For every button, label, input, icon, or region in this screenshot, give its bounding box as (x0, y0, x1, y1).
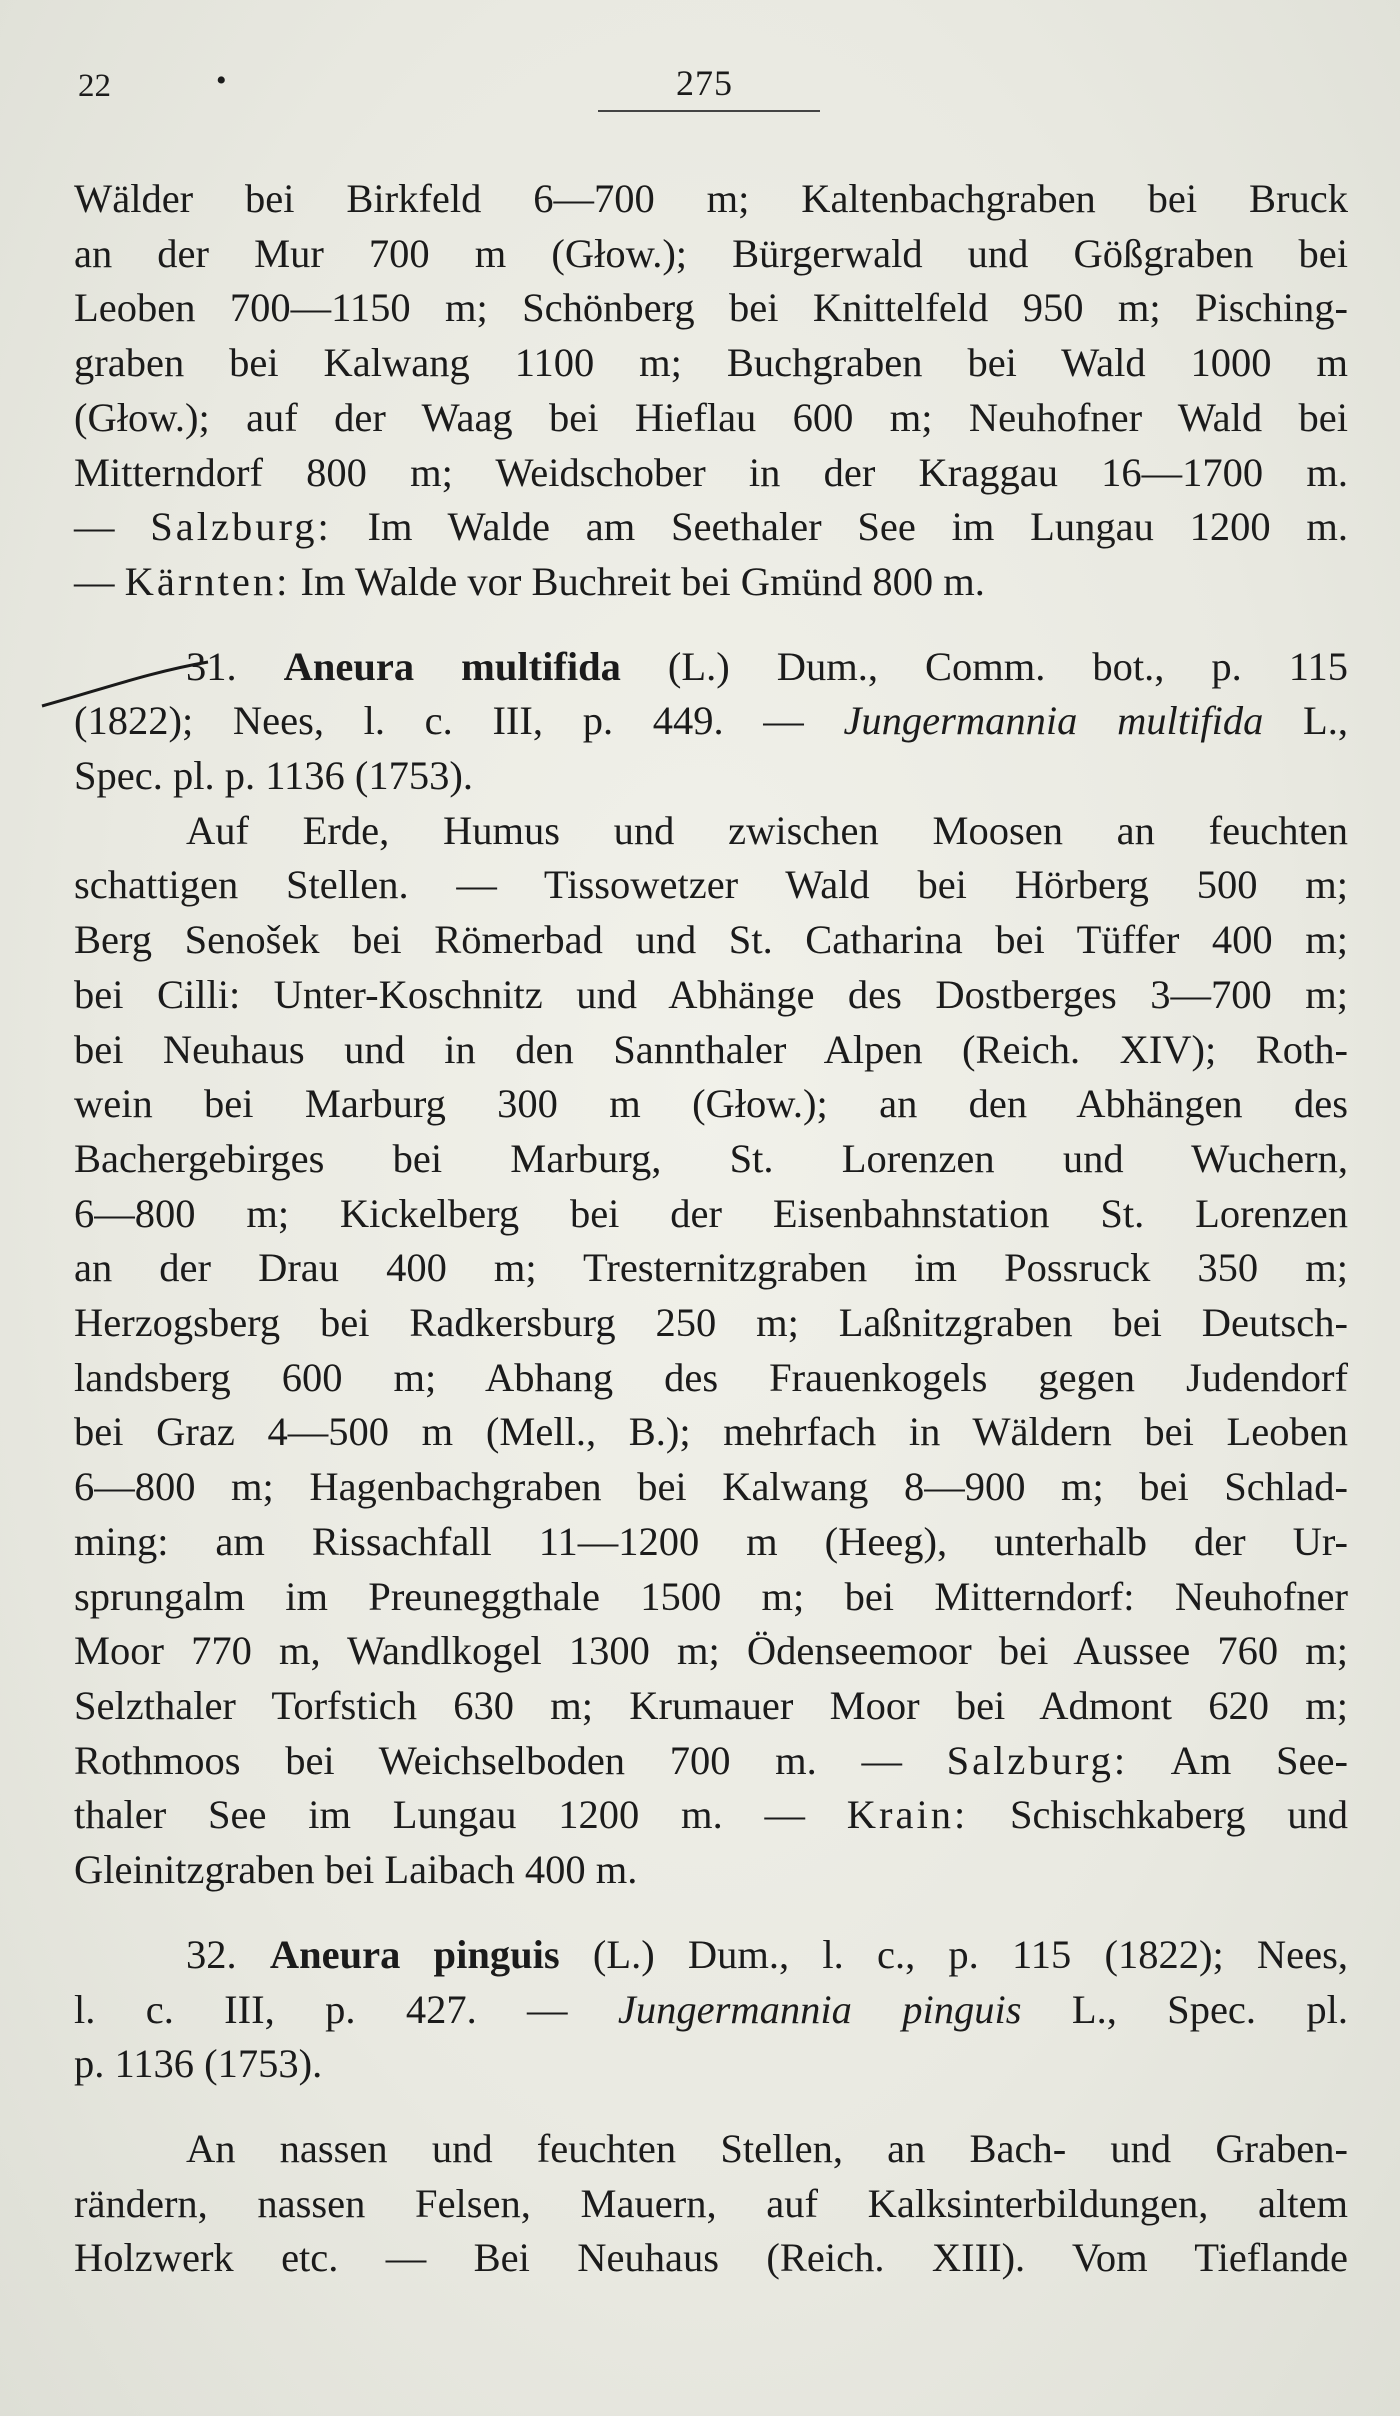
text-line: Gleinitzgraben bei Laibach 400 m. (74, 1847, 638, 1893)
text-line: schattigen Stellen. — Tissowetzer Wald bei Hörberg 500 m; (74, 862, 1348, 908)
paragraph-gap (74, 610, 1348, 640)
text-span: Schischkaberg und (968, 1792, 1348, 1838)
text-line: bei Graz 4—500 m (Mell., B.); mehrfach in Wäldern bei Leoben (74, 1409, 1348, 1455)
species-name: Aneura pinguis (269, 1931, 560, 1977)
text-line: An nassen und feuchten Stellen, an Bach- und Graben- (186, 2125, 1348, 2171)
text-line (74, 1734, 1348, 1789)
habitat-paragraph (74, 804, 1348, 1898)
text-span: L., (1263, 698, 1348, 744)
text-line: an der Mur 700 m (Głow.); Bürgerwald und Gößgraben bei (74, 230, 1348, 276)
text-line: p. 1136 (1753). (74, 2041, 323, 2087)
text-line (74, 1788, 1348, 1843)
region-name: Salzburg: (946, 1737, 1129, 1783)
text-span: thaler See im Lungau 1200 m. — (74, 1792, 847, 1838)
text-line (74, 1928, 1348, 1983)
text-line: 6—800 m; Hagenbachgraben bei Kalwang 8—900 m; bei Schlad- (74, 1464, 1348, 1510)
text-line (74, 1983, 1348, 2038)
text-line: (Głow.); auf der Waag bei Hieflau 600 m; Neuhofner Wald bei (74, 394, 1348, 440)
text-span: Am See- (1128, 1737, 1348, 1783)
text-line: Holzwerk etc. — Bei Neuhaus (Reich. XIII). Vom Tieflande (74, 2235, 1348, 2281)
page-number-rule (598, 110, 820, 112)
text-line: an der Drau 400 m; Tresternitzgraben im Possruck 350 m; (74, 1245, 1348, 1291)
text-span: L., Spec. pl. (1021, 1986, 1348, 2032)
dash: — (74, 504, 151, 550)
text-span: Rothmoos bei Weichselboden 700 m. — (74, 1737, 947, 1783)
text-span: (1822); Nees, l. c. III, p. 449. — (74, 698, 844, 744)
text-span: l. c. III, p. 427. — (74, 1986, 618, 2032)
habitat-paragraph (74, 2122, 1348, 2286)
paragraph-gap (74, 2092, 1348, 2122)
signature-mark: 22 (78, 68, 111, 104)
text-line: Moor 770 m, Wandlkogel 1300 m; Ödenseemoor bei Aussee 760 m; (74, 1628, 1348, 1674)
text-line: Herzogsberg bei Radkersburg 250 m; Laßnitzgraben bei Deutsch- (74, 1300, 1348, 1346)
text-span: (L.) Dum., l. c., p. 115 (1822); Nees, (559, 1931, 1349, 1977)
text-line: Leoben 700—1150 m; Schönberg bei Knittelfeld 950 m; Pisching- (74, 285, 1348, 331)
text-line: Auf Erde, Humus und zwischen Moosen an feuchten (186, 807, 1348, 853)
text-line (74, 640, 1348, 695)
page-number: 275 (676, 63, 733, 103)
text-line: landsberg 600 m; Abhang des Frauenkogels gegen Judendorf (74, 1354, 1348, 1400)
synonym: Jungermannia pinguis (617, 1986, 1022, 2032)
paragraph-gap (74, 1898, 1348, 1928)
species-name: Aneura multifida (283, 643, 621, 689)
body-text (74, 172, 1348, 2286)
text-line: Spec. pl. p. 1136 (1753). (74, 753, 473, 799)
text-line: wein bei Marburg 300 m (Głow.); an den Abhängen des (74, 1081, 1348, 1127)
text-line: Mitterndorf 800 m; Weidschober in der Kraggau 16—1700 m. (74, 449, 1348, 495)
text-span: Im Walde vor Buchreit bei Gmünd 800 m. (290, 558, 985, 604)
text-line: Wälder bei Birkfeld 6—700 m; Kaltenbachgraben bei Bruck (74, 176, 1348, 221)
text-line: bei Cilli: Unter-Koschnitz und Abhänge des Dostberges 3—700 m; (74, 971, 1348, 1017)
species-number: 32. (186, 1931, 270, 1977)
region-name: Salzburg: (150, 504, 332, 550)
text-line (74, 500, 1348, 555)
text-line: Selzthaler Torfstich 630 m; Krumauer Moor bei Admont 620 m; (74, 1682, 1348, 1728)
synonym: Jungermannia multifida (843, 698, 1264, 744)
text-line (74, 555, 1348, 610)
species-entry-31 (74, 640, 1348, 804)
species-number: 31. (186, 643, 284, 689)
text-line: ming: am Rissachfall 11—1200 m (Heeg), unterhalb der Ur- (74, 1518, 1348, 1564)
text-line (74, 694, 1348, 749)
text-line: 6—800 m; Kickelberg bei der Eisenbahnstation St. Lorenzen (74, 1190, 1348, 1236)
species-entry-32 (74, 1928, 1348, 2092)
paragraph-continuation (74, 172, 1348, 610)
text-line: Berg Senošek bei Römerbad und St. Catharina bei Tüffer 400 m; (74, 917, 1348, 963)
text-line: graben bei Kalwang 1100 m; Buchgraben bei Wald 1000 m (74, 340, 1348, 386)
signature-dot: • (216, 64, 227, 97)
region-name: Krain: (846, 1792, 969, 1838)
text-line: rändern, nassen Felsen, Mauern, auf Kalksinterbildungen, altem (74, 2180, 1348, 2226)
text-line: sprungalm im Preuneggthale 1500 m; bei Mitterndorf: Neuhofner (74, 1573, 1348, 1619)
region-name: Kärnten: (124, 558, 291, 604)
text-span: Im Walde am Seethaler See im Lungau 1200 m. (331, 504, 1348, 550)
page-header (0, 0, 1400, 140)
text-span: (L.) Dum., Comm. bot., p. 115 (620, 643, 1348, 689)
text-line: Bachergebirges bei Marburg, St. Lorenzen und Wuchern, (74, 1135, 1348, 1181)
text-line: bei Neuhaus und in den Sannthaler Alpen (Reich. XIV); Roth- (74, 1026, 1348, 1072)
dash: — (74, 558, 125, 604)
